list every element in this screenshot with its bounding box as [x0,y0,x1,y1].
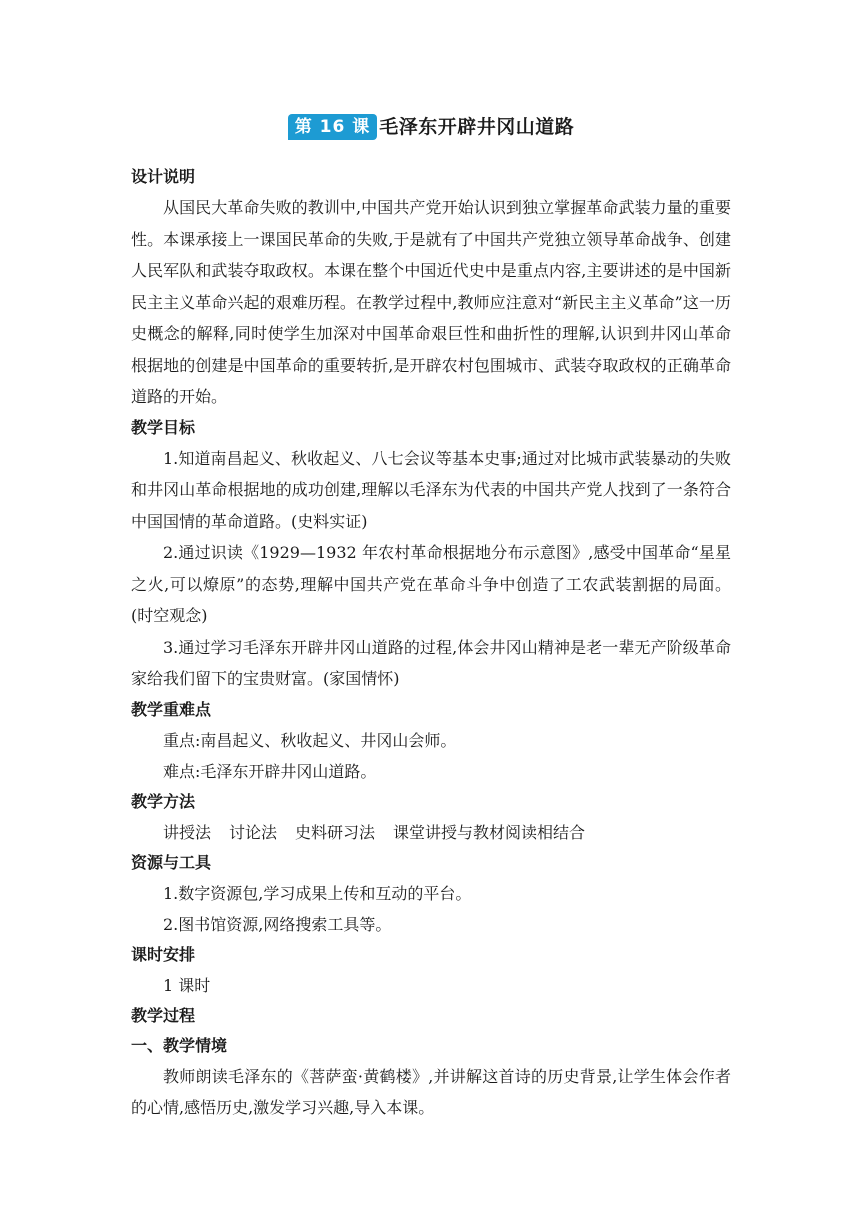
design-heading: 设计说明 [131,167,196,186]
resource-item: 2.图书馆资源,网络搜索工具等。 [163,914,392,934]
methods-list [131,817,731,848]
goals-heading: 教学目标 [131,417,196,437]
goal-item: 1.知道南昌起义、秋收起义、八七会议等基本史事;通过对比城市武装暴动的失败和井冈山革命根据地的成功创建,理解以毛泽东为代表的中国共产党人找到了一条符合中国国情的革命道路。(史料实证) [131,448,731,531]
design-paragraph: 从国民大革命失败的教训中,中国共产党开始认识到独立掌握革命武装力量的重要性。本课承接上一课国民革命的失败,于是就有了中国共产党独立领导革命战争、创建人民军队和武装夺取政权。本课在整个中国近代史中是重点内容,主要讲述的是中国新民主主义革命兴起的艰难历程。在教学过程中,教师应注意对“新民主主义革命”这一历史概念的解释,同时使学生加深对中国革命艰巨性和曲折性的理解,认识到井冈山革命根据地的创建是中国革命的重要转折,是开辟农村包围城市、武装夺取政权的正确革命道路的开始。 [131,198,731,406]
schedule-text: 1 课时 [163,975,211,995]
schedule-heading: 课时安排 [131,944,196,964]
process-paragraph: 教师朗读毛泽东的《菩萨蛮·黄鹤楼》,并讲解这首诗的历史背景,让学生体会作者的心情,感悟历史,激发学习兴趣,导入本课。 [131,1066,731,1117]
difficulty-point: 难点:毛泽东开辟井冈山道路。 [163,761,377,781]
method-item: 史料研习法 [295,822,376,842]
method-item: 课堂讲授与教材阅读相结合 [393,822,586,842]
lesson-title-row [131,112,731,142]
method-item: 讲授法 [163,822,212,842]
goal-item: 2.通过识读《1929—1932 年农村革命根据地分布示意图》,感受中国革命“星星之火,可以燎原”的态势,理解中国共产党在革命斗争中创造了工农武装割据的局面。(时空观念) [131,543,731,625]
document-page [131,112,731,1124]
process-heading: 教学过程 [131,1005,196,1025]
key-points-heading: 教学重难点 [131,699,212,719]
goal-item: 3.通过学习毛泽东开辟井冈山道路的过程,体会井冈山精神是老一辈无产阶级革命家给我们留下的宝贵财富。(家国情怀) [131,637,731,688]
methods-heading: 教学方法 [131,791,196,811]
process-subheading: 一、教学情境 [131,1035,228,1055]
focus-point: 重点:南昌起义、秋收起义、井冈山会师。 [163,730,457,750]
lesson-number-badge: 第 16 课 [288,114,378,140]
lesson-title: 毛泽东开辟井冈山道路 [379,116,575,138]
resources-heading: 资源与工具 [131,852,212,872]
resource-item: 1.数字资源包,学习成果上传和互动的平台。 [163,883,472,903]
method-item: 讨论法 [229,822,278,842]
